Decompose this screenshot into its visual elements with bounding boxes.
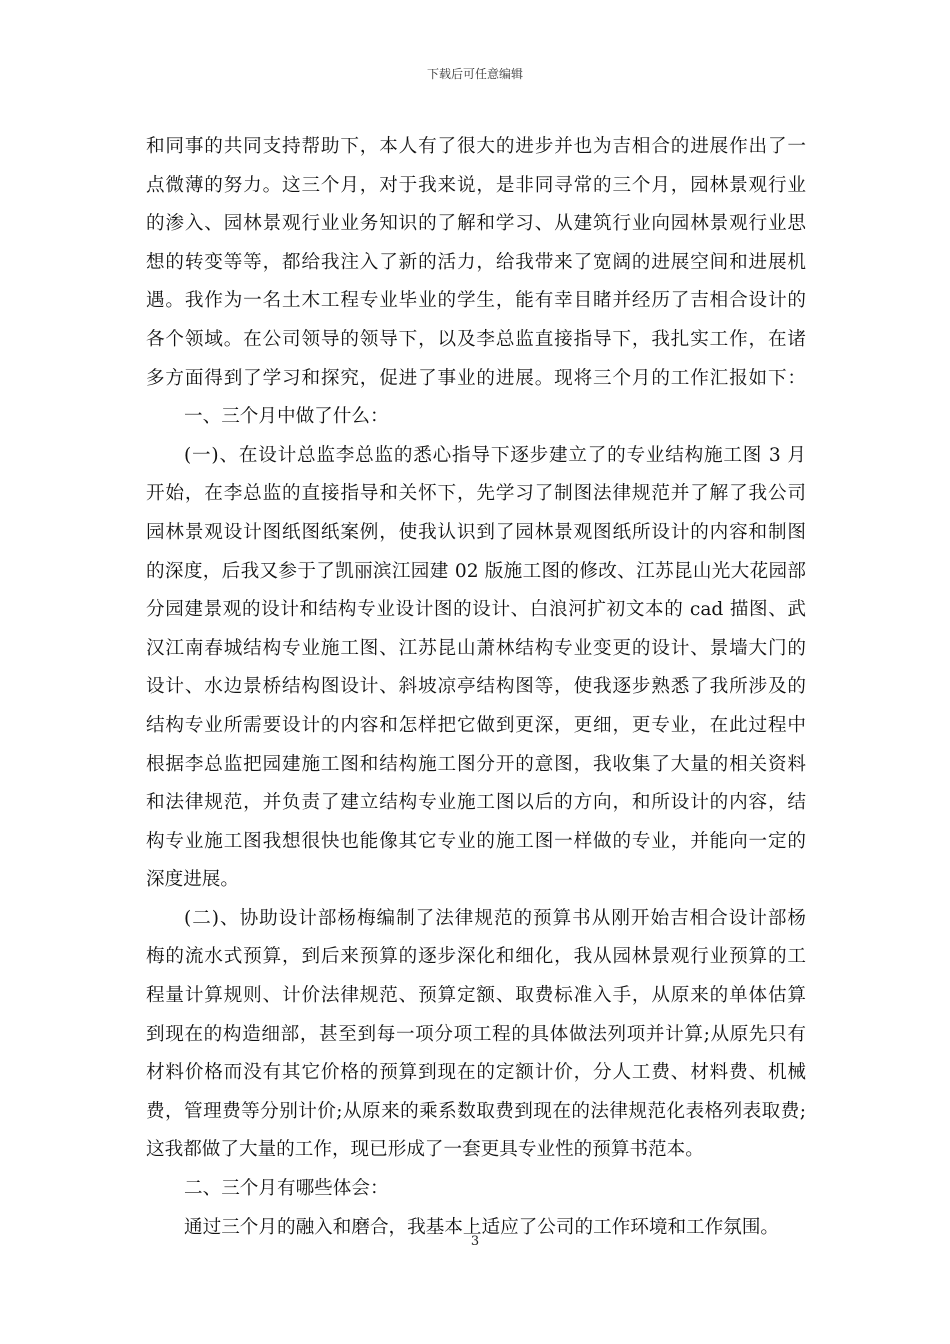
page-number: 3 bbox=[470, 1234, 480, 1249]
text-line: 园林景观设计图纸图纸案例，使我认识到了园林景观图纸所设计的内容和制图 bbox=[146, 521, 806, 543]
text-line: 一、三个月中做了什么： bbox=[184, 406, 389, 428]
text-line: 结构专业所需要设计的内容和怎样把它做到更深，更细，更专业，在此过程中 bbox=[146, 714, 806, 736]
text-line: 深度进展。 bbox=[146, 869, 239, 891]
text-line: 设计、水边景桥结构图设计、斜坡凉亭结构图等，使我逐步熟悉了我所涉及的 bbox=[146, 676, 806, 698]
text-line: 多方面得到了学习和探究，促进了事业的进展。现将三个月的工作汇报如下： bbox=[146, 367, 806, 389]
text-line: 材料价格而没有其它价格的预算到现在的定额计价，分人工费、材料费、机械 bbox=[146, 1062, 806, 1084]
text-line: 根据李总监把园建施工图和结构施工图分开的意图，我收集了大量的相关资料 bbox=[146, 753, 806, 775]
text-line: 通过三个月的融入和磨合，我基本上适应了公司的工作环境和工作氛围。 bbox=[184, 1216, 780, 1238]
text-line: 到现在的构造细部，甚至到每一项分项工程的具体做法列项并计算;从原先只有 bbox=[146, 1023, 806, 1045]
text-line: 遇。我作为一名土木工程专业毕业的学生，能有幸目睹并经历了吉相合设计的 bbox=[146, 290, 806, 312]
text-line: 费，管理费等分别计价;从原来的乘系数取费到现在的法律规范化表格列表取费; bbox=[146, 1100, 806, 1122]
text-line: 的渗入、园林景观行业业务知识的了解和学习、从建筑行业向园林景观行业思 bbox=[146, 213, 806, 235]
text-line: 程量计算规则、计价法律规范、预算定额、取费标准入手，从原来的单体估算 bbox=[146, 985, 806, 1007]
text-line: 各个领域。在公司领导的领导下，以及李总监直接指导下，我扎实工作，在诸 bbox=[146, 328, 806, 350]
text-line: (二)、协助设计部杨梅编制了法律规范的预算书从刚开始吉相合设计部杨 bbox=[184, 907, 806, 929]
document-body bbox=[146, 128, 806, 1247]
text-line: 这我都做了大量的工作，现已形成了一套更具专业性的预算书范本。 bbox=[146, 1139, 704, 1161]
text-line: 和同事的共同支持帮助下，本人有了很大的进步并也为吉相合的进展作出了一 bbox=[146, 136, 806, 157]
text-line: 分园建景观的设计和结构专业设计图的设计、白浪河扩初文本的 cad 描图、武 bbox=[146, 599, 806, 621]
text-line: 想的转变等等，都给我注入了新的活力，给我带来了宽阔的进展空间和进展机 bbox=[146, 251, 806, 273]
text-line: 的深度，后我又参于了凯丽滨江园建 02 版施工图的修改、江苏昆山光大花园部 bbox=[146, 560, 806, 582]
text-line: 二、三个月有哪些体会： bbox=[184, 1178, 389, 1200]
text-line: 汉江南春城结构专业施工图、江苏昆山萧林结构专业变更的设计、景墙大门的 bbox=[146, 637, 806, 659]
text-line: 开始，在李总监的直接指导和关怀下，先学习了制图法律规范并了解了我公司 bbox=[146, 483, 806, 505]
page-header: 下载后可任意编辑 bbox=[426, 67, 523, 81]
text-line: 构专业施工图我想很快也能像其它专业的施工图一样做的专业，并能向一定的 bbox=[146, 830, 806, 852]
text-line: 梅的流水式预算，到后来预算的逐步深化和细化，我从园林景观行业预算的工 bbox=[146, 946, 806, 968]
text-line: (一)、在设计总监李总监的悉心指导下逐步建立了的专业结构施工图 3 月 bbox=[184, 444, 806, 466]
text-line: 和法律规范，并负责了建立结构专业施工图以后的方向，和所设计的内容，结 bbox=[146, 792, 806, 814]
text-line: 点微薄的努力。这三个月，对于我来说，是非同寻常的三个月，园林景观行业 bbox=[146, 174, 806, 196]
